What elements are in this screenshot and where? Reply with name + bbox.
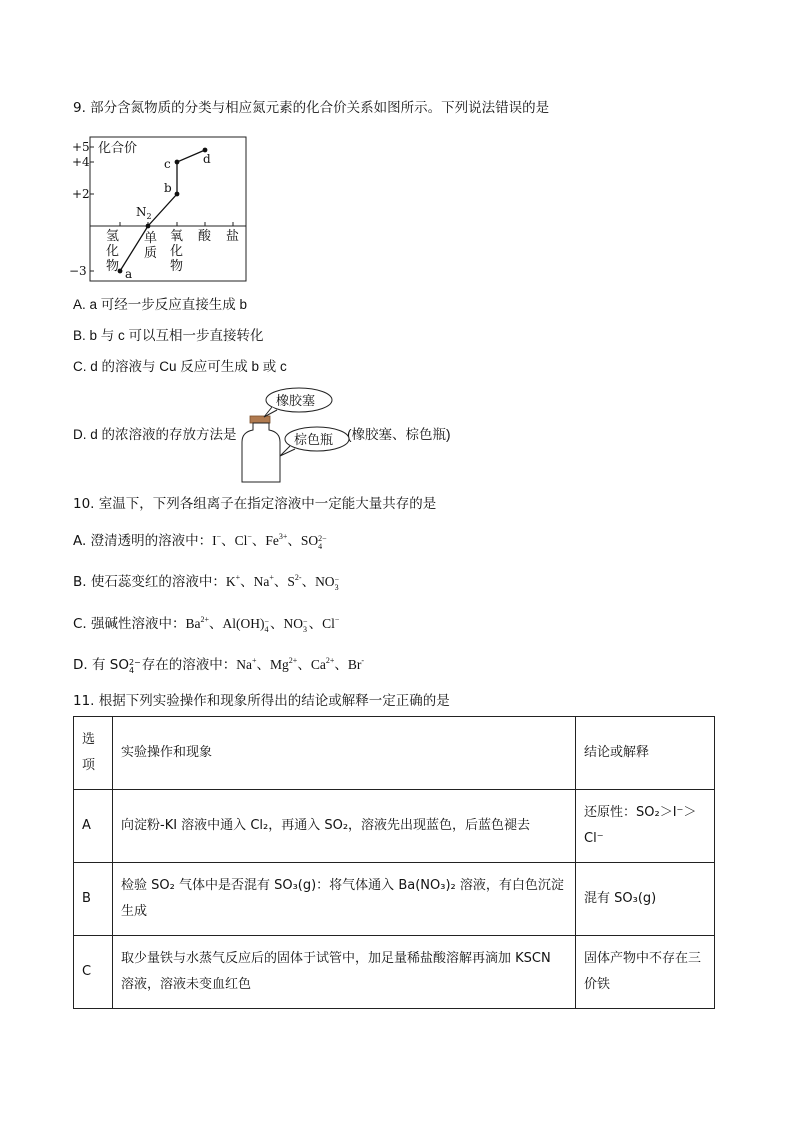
sep: 、 (287, 533, 301, 549)
table-row (74, 936, 715, 1009)
xcat-oxide-2: 化 (170, 244, 184, 259)
label-brown-bottle: 棕色瓶 (294, 433, 334, 448)
point-c (175, 160, 180, 165)
valence-diagram (66, 130, 256, 285)
sep: 、 (240, 574, 254, 590)
xcat-salt: 盐 (226, 229, 240, 244)
brown-bottle-figure (236, 386, 354, 486)
y-tick-plus4: +4 (72, 155, 90, 169)
q10-option-a-prefix: A. 澄清透明的溶液中： (73, 533, 213, 549)
q10-option-d-mid: 存在的溶液中： (141, 657, 237, 673)
row-option: A (74, 790, 113, 863)
xcat-element-2: 质 (144, 246, 158, 261)
q10-option-b: B. 使石蕊变红的溶液中：K+、Na+、$S^{2-}$、NO − 3 (73, 573, 340, 592)
xcat-hydride-2: 化 (106, 244, 120, 259)
xcat-hydride-1: 氢 (106, 229, 120, 244)
label-n2: $N_2$ (136, 205, 152, 221)
q11-stem: 11. 根据下列实验操作和现象所得出的结论或解释一定正确的是 (73, 693, 450, 709)
q10-option-b-prefix: B. 使石蕊变红的溶液中： (73, 574, 226, 590)
label-d: d (203, 152, 211, 166)
row-operation: 检验 SO₂ 气体中是否混有 SO₃(g)：将气体通入 Ba(NO₃)₂ 溶液，有白色沉淀生成 (113, 863, 576, 936)
bottle-icon (242, 423, 280, 482)
row-conclusion: 固体产物中不存在三价铁 (576, 936, 715, 1009)
y-axis-title: 化合价 (98, 141, 138, 156)
q10-stem: 10. 室温下，下列各组离子在指定溶液中一定能大量共存的是 (73, 496, 437, 512)
y-tick-plus2: +2 (72, 187, 90, 201)
xcat-hydride-3: 物 (106, 259, 120, 274)
y-tick-plus5: +5 (72, 140, 90, 154)
q9-option-c: C. d 的溶液与 Cu 反应可生成 b 或 c (73, 359, 287, 374)
sep: 、 (334, 657, 348, 673)
sep: 、 (308, 616, 323, 632)
rubber-stopper-icon (250, 416, 270, 423)
y-tick-minus3: −3 (69, 264, 87, 278)
q10-option-d-prefix: D. 有 SO (73, 657, 129, 673)
sep: 、 (270, 616, 284, 632)
row-conclusion: 混有 SO₃(g) (576, 863, 715, 936)
q11-table (73, 716, 715, 1009)
sep: 、 (301, 574, 316, 590)
header-option: 选项 (74, 717, 113, 790)
sep: 、 (297, 657, 311, 673)
sep: 、 (251, 533, 266, 549)
label-c: c (164, 157, 171, 171)
row-option: C (74, 936, 113, 1009)
sep: 、 (209, 616, 223, 632)
q9-option-b: B. b 与 c 可以互相一步直接转化 (73, 328, 264, 343)
row-operation: 取少量铁与水蒸气反应后的固体于试管中，加足量稀盐酸溶解再滴加 KSCN 溶液，溶液未变血红色 (113, 936, 576, 1009)
q9-stem: 9. 部分含氮物质的分类与相应氮元素的化合价关系如图所示。下列说法错误的是 (73, 100, 550, 116)
table-row (74, 790, 715, 863)
xcat-element-1: 单 (144, 231, 158, 246)
row-conclusion: 还原性：SO₂＞I⁻＞Cl⁻ (576, 790, 715, 863)
table-row (74, 863, 715, 936)
q10-option-d: D. 有 SO 2− 4 存在的溶液中：Na+、$Mg^{2+}$、$Ca^{2+}$、Br- (73, 656, 364, 675)
xcat-acid: 酸 (198, 229, 212, 244)
label-b: b (164, 181, 172, 195)
q10-option-c-prefix: C. 强碱性溶液中： (73, 616, 186, 632)
sep: 、 (221, 533, 235, 549)
header-conclusion: 结论或解释 (576, 717, 715, 790)
point-n2 (146, 224, 151, 229)
label-a: a (125, 267, 133, 281)
header-operation: 实验操作和现象 (113, 717, 576, 790)
table-header-row (74, 717, 715, 790)
sep: 、 (273, 574, 288, 590)
row-operation: 向淀粉-KI 溶液中通入 Cl₂，再通入 SO₂，溶液先出现蓝色，后蓝色褪去 (113, 790, 576, 863)
sep: 、 (256, 657, 271, 673)
q10-option-a: A. 澄清透明的溶液中：I−、Cl−、$Fe^{3+}$、SO 2− 4 (73, 532, 327, 551)
point-b (175, 192, 180, 197)
label-rubber-stopper: 橡胶塞 (276, 394, 316, 409)
xcat-oxide-3: 物 (170, 259, 184, 274)
q9-option-d-prefix: D. d 的浓溶液的存放方法是 (73, 427, 237, 442)
q10-option-c: C. 强碱性溶液中：$Ba^{2+}$、Al(OH) − 4 、NO − 3 、Cl− (73, 615, 340, 634)
row-option: B (74, 863, 113, 936)
xcat-oxide-1: 氧 (170, 229, 184, 244)
q9-option-d-suffix: (橡胶塞、棕色瓶) (347, 427, 451, 442)
q9-option-a: A. a 可经一步反应直接生成 b (73, 297, 248, 312)
